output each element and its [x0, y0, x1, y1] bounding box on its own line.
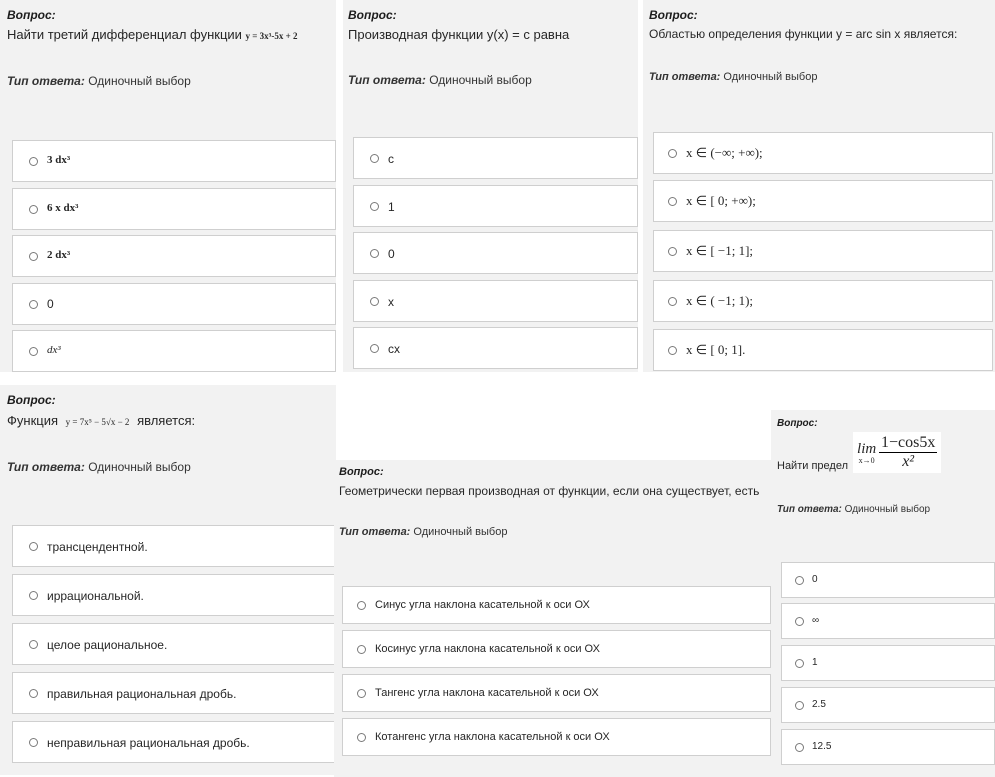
answer-option[interactable]	[653, 180, 993, 222]
limit-formula	[853, 432, 941, 473]
answer-type-value: Одиночный выбор	[429, 73, 532, 87]
answer-option[interactable]	[12, 525, 336, 567]
limit-numerator: 1−cos5x	[880, 434, 936, 451]
option-label: x	[388, 295, 394, 309]
answer-option[interactable]	[12, 140, 336, 182]
answer-option[interactable]	[12, 330, 336, 372]
answer-type	[7, 74, 191, 88]
answer-type-value: Одиночный выбор	[723, 71, 818, 83]
answer-type	[777, 504, 930, 515]
answer-option[interactable]	[781, 603, 995, 639]
question-text: Геометрически первая производная от функции, если она существует, есть	[339, 484, 760, 498]
answer-option[interactable]	[12, 574, 336, 616]
answer-type-label: Тип ответа:	[777, 504, 842, 515]
answer-option[interactable]	[342, 586, 771, 624]
radio-button[interactable]	[29, 157, 38, 166]
answer-type-value: Одиночный выбор	[844, 504, 931, 515]
radio-button[interactable]	[29, 205, 38, 214]
radio-button[interactable]	[357, 645, 366, 654]
radio-button[interactable]	[357, 601, 366, 610]
option-label: dx³	[47, 344, 61, 356]
radio-button[interactable]	[668, 297, 677, 306]
answer-option[interactable]	[781, 687, 995, 723]
answer-type	[339, 526, 507, 538]
question-label: Вопрос:	[7, 393, 56, 407]
question-text	[7, 27, 298, 42]
answer-option[interactable]	[653, 280, 993, 322]
answer-type-label: Тип ответа:	[7, 460, 85, 474]
answer-option[interactable]	[653, 329, 993, 371]
question-card-5	[334, 460, 771, 777]
answer-type-value: Одиночный выбор	[413, 526, 508, 538]
answer-option[interactable]	[12, 188, 336, 230]
answer-option[interactable]	[12, 283, 336, 325]
option-label: целое рациональное.	[47, 638, 168, 652]
limit-denominator: x²	[902, 453, 915, 470]
option-label: x ∈ [ 0; 1].	[686, 342, 746, 357]
answer-option[interactable]	[353, 327, 638, 369]
radio-button[interactable]	[29, 689, 38, 698]
question-card-6	[771, 410, 995, 777]
option-label: иррациональной.	[47, 589, 144, 603]
radio-button[interactable]	[29, 591, 38, 600]
option-label: Тангенс угла наклона касательной к оси ОХ	[375, 687, 599, 699]
option-label: трансцендентной.	[47, 540, 148, 554]
option-label: 2.5	[812, 699, 826, 710]
question-card-2	[343, 0, 638, 372]
answer-type-label: Тип ответа:	[7, 74, 85, 88]
radio-button[interactable]	[795, 617, 804, 626]
option-label: 0	[388, 247, 395, 261]
answer-type	[649, 71, 817, 83]
radio-button[interactable]	[795, 659, 804, 668]
answer-option[interactable]	[353, 137, 638, 179]
answer-type	[348, 73, 532, 87]
option-label: 6 x dx³	[47, 202, 79, 214]
radio-button[interactable]	[795, 701, 804, 710]
option-label: x ∈ ( −1; 1);	[686, 293, 754, 308]
radio-button[interactable]	[357, 733, 366, 742]
question-label: Вопрос:	[348, 8, 397, 22]
option-label: cx	[388, 342, 400, 356]
radio-button[interactable]	[668, 149, 677, 158]
answer-option[interactable]	[12, 623, 336, 665]
question-text-after: является:	[137, 413, 196, 428]
option-label: Котангенс угла наклона касательной к оси ОХ	[375, 731, 610, 743]
question-text-before: Функция	[7, 413, 58, 428]
option-label: неправильная рациональная дробь.	[47, 736, 250, 750]
radio-button[interactable]	[357, 689, 366, 698]
answer-option[interactable]	[342, 630, 771, 668]
limit-subscript: x→0	[858, 455, 875, 465]
answer-option[interactable]	[353, 280, 638, 322]
option-label: Косинус угла наклона касательной к оси ОХ	[375, 643, 600, 655]
radio-button[interactable]	[370, 344, 379, 353]
answer-type-value: Одиночный выбор	[88, 460, 191, 474]
option-label: x ∈ [ −1; 1];	[686, 243, 754, 258]
radio-button[interactable]	[29, 252, 38, 261]
option-label: 1	[388, 200, 395, 214]
question-text-label: Найти третий дифференциал функции	[7, 27, 242, 42]
option-label: 0	[812, 574, 818, 585]
question-label: Вопрос:	[339, 466, 384, 478]
answer-option[interactable]	[12, 721, 336, 763]
question-text	[7, 413, 195, 428]
function-formula: y = 3x³-5x + 2	[245, 31, 298, 41]
radio-button[interactable]	[370, 249, 379, 258]
option-label: 12.5	[812, 741, 832, 752]
radio-button[interactable]	[370, 202, 379, 211]
radio-button[interactable]	[668, 197, 677, 206]
answer-type-label: Тип ответа:	[649, 71, 721, 83]
question-label: Вопрос:	[649, 8, 698, 22]
limit-lim: lim	[857, 440, 877, 457]
question-label: Вопрос:	[7, 8, 56, 22]
answer-type-label: Тип ответа:	[339, 526, 411, 538]
answer-type-label: Тип ответа:	[348, 73, 426, 87]
answer-option[interactable]	[353, 185, 638, 227]
answer-option[interactable]	[781, 729, 995, 765]
option-label: правильная рациональная дробь.	[47, 687, 237, 701]
question-card-1	[0, 0, 336, 372]
radio-button[interactable]	[370, 297, 379, 306]
answer-type	[7, 460, 191, 474]
option-label: x ∈ (−∞; +∞);	[686, 145, 763, 160]
question-label: Вопрос:	[777, 418, 818, 429]
answer-option[interactable]	[342, 718, 771, 756]
radio-button[interactable]	[370, 154, 379, 163]
radio-button[interactable]	[29, 300, 38, 309]
question-text-label: Найти предел	[777, 460, 848, 473]
option-label: 1	[812, 657, 818, 668]
question-card-3	[643, 0, 995, 372]
answer-option[interactable]	[781, 562, 995, 598]
radio-button[interactable]	[668, 346, 677, 355]
option-label: Синус угла наклона касательной к оси ОХ	[375, 599, 590, 611]
answer-option[interactable]	[653, 230, 993, 272]
option-label: x ∈ [ 0; +∞);	[686, 193, 756, 208]
option-label: 2 dx³	[47, 249, 71, 261]
option-label: ∞	[812, 615, 820, 626]
option-label: c	[388, 152, 394, 166]
answer-option[interactable]	[12, 235, 336, 277]
function-formula: y = 7x⁵ − 5√x − 2	[65, 417, 130, 427]
radio-button[interactable]	[795, 576, 804, 585]
answer-option[interactable]	[342, 674, 771, 712]
option-label: 3 dx³	[47, 154, 71, 166]
radio-button[interactable]	[29, 738, 38, 747]
option-label: 0	[47, 297, 54, 311]
limit-fraction	[879, 434, 937, 471]
radio-button[interactable]	[29, 347, 38, 356]
radio-button[interactable]	[795, 743, 804, 752]
answer-option[interactable]	[653, 132, 993, 174]
radio-button[interactable]	[29, 542, 38, 551]
answer-option[interactable]	[353, 232, 638, 274]
question-card-4	[0, 385, 336, 775]
question-text: Производная функции y(x) = c равна	[348, 27, 570, 42]
radio-button[interactable]	[29, 640, 38, 649]
answer-option[interactable]	[12, 672, 336, 714]
answer-type-value: Одиночный выбор	[88, 74, 191, 88]
answer-option[interactable]	[781, 645, 995, 681]
question-text	[777, 432, 941, 473]
question-text: Областью определения функции y = arc sin x является:	[649, 27, 958, 41]
radio-button[interactable]	[668, 247, 677, 256]
